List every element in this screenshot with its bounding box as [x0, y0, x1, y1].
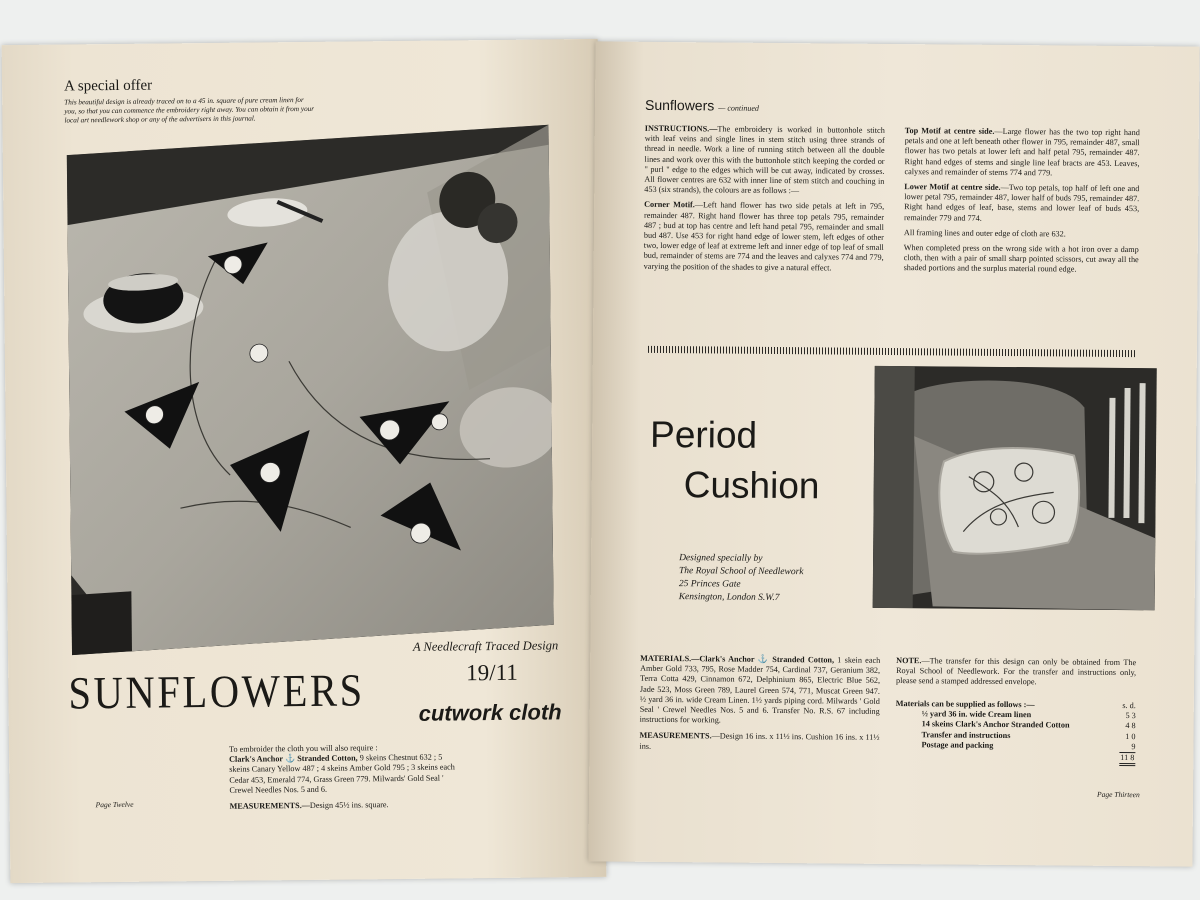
- supply-label: ½ yard 36 in. wide Cream linen: [921, 709, 1032, 720]
- supply-price: 4 8: [1125, 721, 1136, 731]
- page-folio-left: Page Twelve: [95, 799, 134, 810]
- tablecloth-illustration: [67, 125, 554, 655]
- price: 19/11: [466, 659, 518, 686]
- cushion-illustration: [873, 366, 1157, 610]
- period-title-line2: Cushion: [683, 464, 820, 507]
- measurements-label: MEASUREMENTS.—: [229, 800, 310, 811]
- designer-line-4: Kensington, London S.W.7: [678, 592, 780, 604]
- designer-line-1: Designed specially by: [679, 553, 763, 564]
- subtitle: cutwork cloth: [418, 699, 562, 726]
- continued-header: [645, 97, 759, 116]
- tagline: [413, 638, 558, 655]
- materials-heading: MATERIALS.—Clark's Anchor ⚓ Stranded Cotton,: [640, 653, 835, 665]
- supply-label: Transfer and instructions: [921, 729, 1011, 740]
- sunflowers-cloth-photo: [67, 125, 554, 655]
- lower-motif-text: —Two top petals, top half of left one and lower petal 795, remainder 487, lower half of buds 795, remainder 487. Right hand edges of leaf, base, stems and lower leaf of buds 453, remainder 779 and 774.: [904, 182, 1140, 223]
- instructions-column-right: [904, 126, 1140, 281]
- supply-price-list: [895, 699, 1136, 766]
- completed-text: When completed press on the wrong side with a hot iron over a damp cloth, then with a pair of small sharp pointed scissors, cut away all the shaded portions and the surplus material round edge.: [903, 243, 1139, 275]
- lower-motif-heading: Lower Motif at centre side.: [904, 182, 1001, 192]
- period-title-line1: Period: [649, 413, 758, 456]
- designer-line-3: 25 Princes Gate: [678, 579, 741, 590]
- cushion-photo: [873, 366, 1157, 610]
- right-page: [588, 41, 1199, 866]
- materials-block: [639, 654, 880, 754]
- top-motif-text: —Large flower has the two top right hand petals and one at left beneath other flower in 795, remainder 487, small flower has two petals at lower left and half petal 795, remainder 487. Right hand edges of stems and single line leaf bracts are 453. Leaves, calyxes and remainder of stems 774 and 779.: [904, 126, 1140, 178]
- continued-sub: — continued: [718, 103, 759, 113]
- supply-price: 9: [1131, 741, 1136, 751]
- requirements-text: 9 skeins Chestnut 632 ; 5 skeins Canary Yellow 487 ; 4 skeins Amber Gold 795 ; 3 skeins each Cedar 453, Emerald 774, Grass Green 779. Milwards' Gold Seal ' Crewel Needles Nos. 5 and 6.: [229, 752, 455, 795]
- corner-motif-text: —Left hand flower has two side petals at left in 795, remainder 487. Right hand flower has three top petals 795, remainder 487 ; bud at top has centre and left hand petal 795, remainder and small bud 487. Use 453 for right hand edge of lower stem, left edges of other two, lower edge of leaf at extreme left and inner edge of top leaf of small bud, remainder of stems are 774 and the leaves and calyxes 774 and 779, varying the position of the shades to give a natural effect.: [643, 200, 885, 273]
- continued-title: Sunflowers: [644, 96, 715, 114]
- requirements-bold: Clark's Anchor ⚓ Stranded Cotton,: [229, 753, 358, 765]
- tagline-text: A Needlecraft Traced Design: [412, 638, 559, 654]
- cushion-measurements-heading: MEASUREMENTS.: [639, 731, 712, 741]
- supply-total-row: [921, 750, 1135, 766]
- supply-price: 1 0: [1125, 731, 1136, 741]
- sd-header: s. d.: [1122, 701, 1136, 711]
- corner-motif-heading: Corner Motif.: [644, 200, 695, 210]
- measurements-text: Design 45½ ins. square.: [309, 800, 389, 810]
- cushion-measurements-text: —Design 16 ins. x 11½ ins. Cushion 16 ins. x 11½ ins.: [639, 731, 880, 751]
- period-cushion-title: [650, 410, 821, 511]
- section-divider: [648, 346, 1136, 357]
- supply-label: Postage and packing: [921, 740, 994, 750]
- note-text: —The transfer for this design can only be obtained from The Royal School of Needlework. For the transfer and instructions only, please send a stamped addressed envelope.: [895, 656, 1137, 687]
- page-folio-right: Page Thirteen: [1096, 789, 1140, 800]
- framing-text: All framing lines and outer edge of cloth are 632.: [903, 227, 1066, 239]
- top-motif-heading: Top Motif at centre side.: [904, 126, 995, 136]
- supply-total: 11 8: [1119, 752, 1135, 766]
- supply-label: 14 skeins Clark's Anchor Stranded Cotton: [921, 719, 1070, 730]
- headline: SUNFLOWERS: [68, 664, 365, 719]
- offer-title: A special offer: [63, 77, 153, 95]
- designer-line-2: The Royal School of Needlework: [678, 566, 804, 578]
- materials-text: 1 skein each Amber Gold 733, 795, Rose Madder 754, Cardinal 737, Geranium 382, Terra Cotta 429, Cinnamon 672, Delphinium 865, Electric Blue 562, Jade 523, Moss Green 789, Laurel Green 574, 771, Muscat Green 947. ½ yard 36 in. wide Cream Linen. 1½ yards piping cord. Milwards ' Gold Seal ' Crewel Needles Nos. 5 and 6. Transfer No. R.S. 67 including instructions for working.: [639, 655, 881, 725]
- designer-credit: [679, 552, 804, 605]
- note-heading: NOTE.: [896, 656, 922, 666]
- supply-heading: Materials can be supplied as follows :—: [895, 699, 1035, 710]
- note-block: [896, 656, 1136, 689]
- requirements-intro: To embroider the cloth you will also require :: [228, 743, 378, 754]
- instructions-text: The embroidery is worked in buttonhole stitch with leaf veins and single lines in stem stitch using three strands of thread in needle. Work a line of running stitch between all the double lines and work over this with the buttonhole stitch keeping the corded or " purl " edge to the edges which will be cut away, indicated by crosses. All flower centres are 632 with inner line of stem stitch and couching in 453 (six strands), the colours are as follows :—: [644, 124, 885, 196]
- left-page: [2, 39, 607, 883]
- instructions-column-left: [644, 124, 885, 279]
- requirements-block: [229, 742, 460, 812]
- offer-text: This beautiful design is already traced on to a 45 in. square of pure cream linen for you, so that you can commence the embroidery right away. You can obtain it from your local art needlework shop or any of the advertisers in this journal.: [64, 95, 315, 125]
- instructions-heading: INSTRUCTIONS.—: [644, 123, 718, 134]
- supply-price: 5 3: [1125, 711, 1136, 721]
